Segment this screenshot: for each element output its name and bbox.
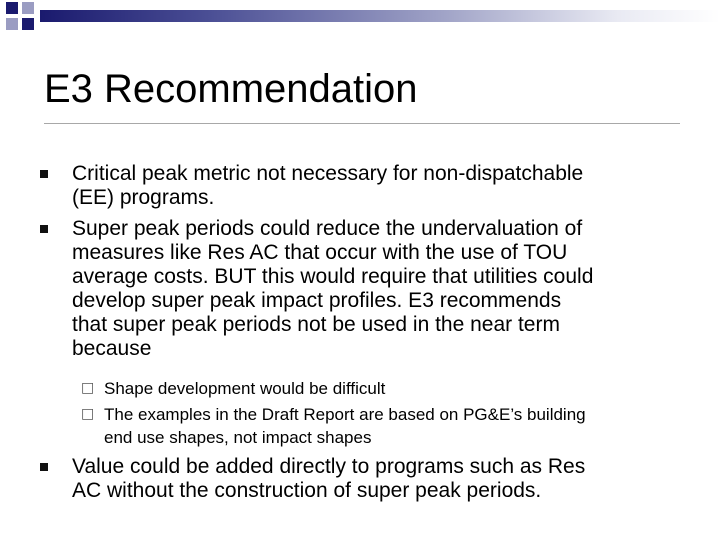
bullet-3-line-2: AC without the construction of super peak periods. [72,479,542,502]
bullet-2-line-1: Super peak periods could reduce the undervaluation of [72,217,583,240]
bullet-1 [72,162,583,210]
bullet-2-line-5: that super peak periods not be used in the near term [72,313,560,336]
sub-bullet-2-line-2: end use shapes, not impact shapes [104,428,372,447]
bullet-marker-icon [40,463,48,471]
bullet-3 [72,455,585,503]
bullet-1-line-1: Critical peak metric not necessary for non-dispatchable [72,162,584,185]
bullet-2-line-3: average costs. BUT this would require that utilities could [72,265,594,288]
bullet-1-line-2: (EE) programs. [72,186,215,209]
bullet-2-line-6: because [72,337,152,360]
bullet-marker-icon [40,225,48,233]
sub-bullet-1-line-1: Shape development would be difficult [104,379,386,398]
sub-bullet-marker-icon: □ [81,380,95,396]
bullet-2-line-2: measures like Res AC that occur with the use of TOU [72,241,568,264]
sub-bullet-2-line-1: The examples in the Draft Report are based on PG&E’s building [104,405,586,424]
bullet-marker-icon [40,170,48,178]
slide-title: E3 Recommendation [44,67,418,111]
bullet-2 [72,217,593,361]
sub-bullet-2 [81,403,586,449]
sub-bullet-marker-icon: □ [81,406,95,422]
bullet-3-line-1: Value could be added directly to programs such as Res [72,455,586,478]
bullet-2-line-4: develop super peak impact profiles. E3 recommends [72,289,562,312]
sub-bullet-1 [81,377,386,400]
